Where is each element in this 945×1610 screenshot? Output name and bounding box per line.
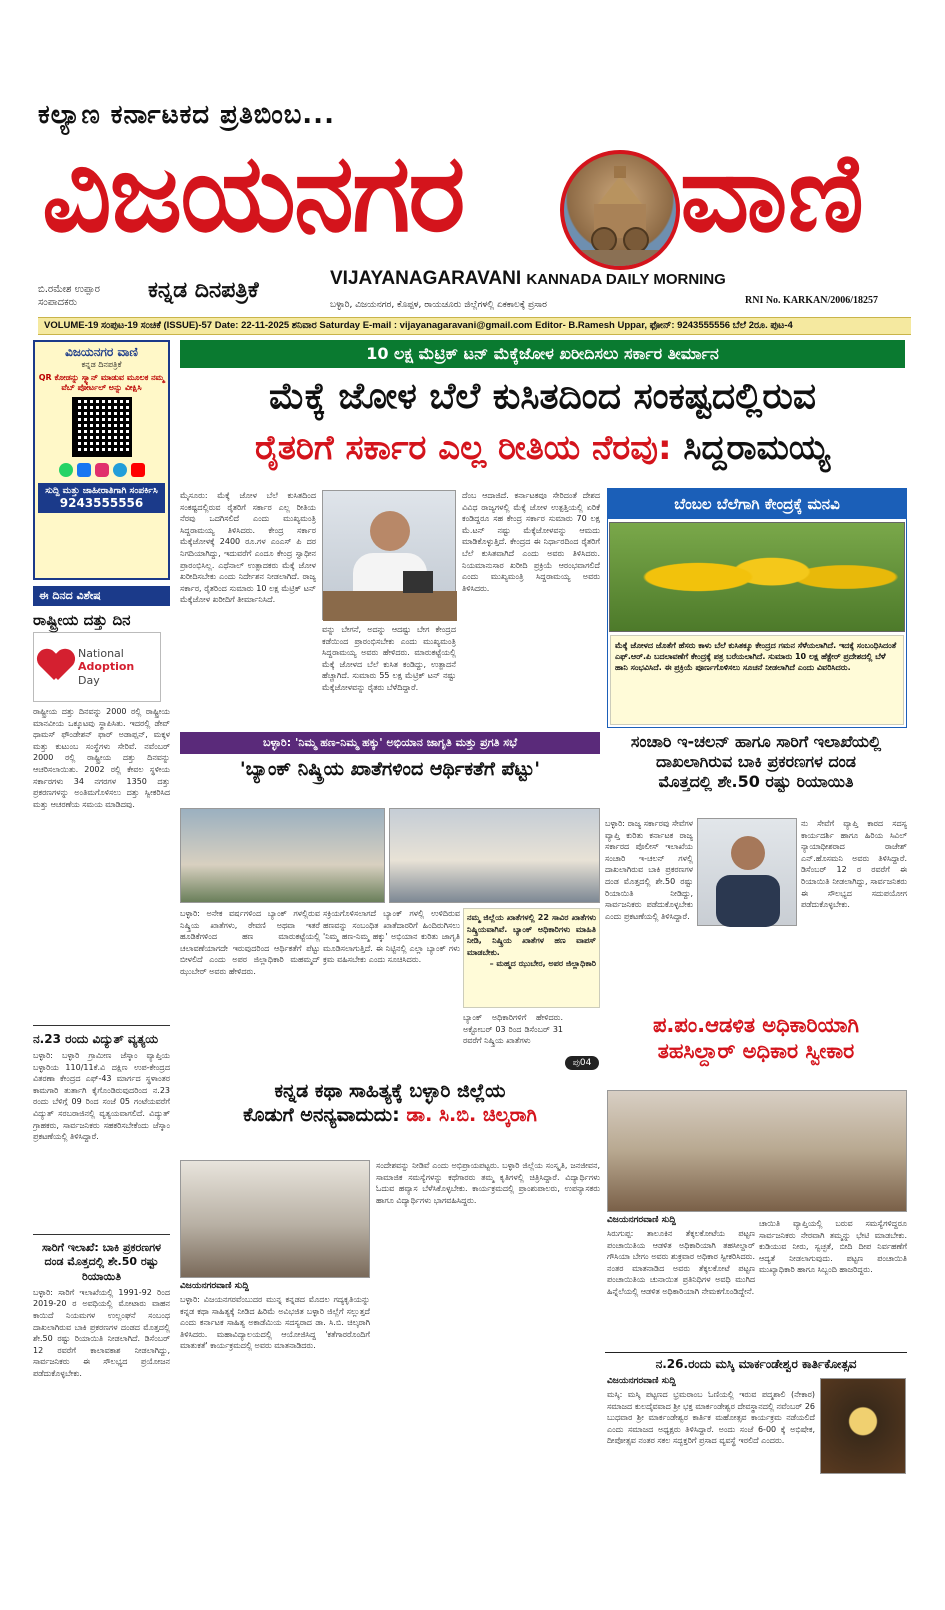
stone-chariot-icon [564, 154, 676, 266]
bank-quote: ನಮ್ಮ ಜಿಲ್ಲೆಯ ಖಾತೆಗಳಲ್ಲಿ 22 ಸಾವಿರ ಖಾತೆಗಳು ನಿಷ್ಕ್ರಿಯವಾಗಿವೆ. ಬ್ಯಾಂಕ್ ಅಧಿಕಾರಿಗಳು ಮಾಹಿತಿ ನೀಡಿ, ನಿಷ್ಕ್ರಿಯ ಖಾತೆಗಳ ಹಣ ವಾಪಸ್ ಮಾಡಬೇಕು. [467, 913, 596, 957]
special-day-article: ರಾಷ್ಟ್ರೀಯ ದತ್ತು ದಿನವನ್ನು 2000 ರಲ್ಲಿ ರಾಷ್ಟ್ರೀಯ ಮಾನವೀಯ ಒಕ್ಕೂಟವು ಸ್ಥಾಪಿಸಿತು. ಇದರಲ್ಲಿ ಡೇವ್ ಥಾಮಸ್ ಫೌಂಡೇಶನ್ ಫಾರ್ ಅಡಾಪ್ಷನ್, ಮಕ್ಕಳ ಮತ್ತು ಕುಟುಂಬ ಸಂಸ್ಥೆಗಳು ಸೇರಿವೆ. ನವೆಂಬರ್ 2000 ರಲ್ಲಿ ರಾಷ್ಟ್ರೀಯ ದತ್ತು ದಿನವನ್ನು ಆಚರಿಸಲಾಯಿತು. 2002 ರಲ್ಲಿ ಕೇವಲ ಸ್ಥಳೀಯ ಸರ್ಕಾರಗಳು 34 ನಗರಗಳ 1350 ದತ್ತು ಪ್ರಕರಣಗಳನ್ನು ಅಂತಿಮಗೊಳಿಸಲು ದತ್ತು ಸ್ವೀಕರಿಸಿದ ಮತ್ತು ಆಚರಣೆಯ ಸಮಯ ಮಾಡಿದವು. [33, 707, 170, 809]
literature-headline-line1: ಕನ್ನಡ ಕಥಾ ಸಾಹಿತ್ಯಕ್ಕೆ ಬಳ್ಳಾರಿ ಜಿಲ್ಲೆಯ [274, 1080, 506, 1102]
power-cut-article: ಬಳ್ಳಾರಿ: ಬಳ್ಳಾರಿ ಗ್ರಾಮೀಣ ಜೆಸ್ಕಾಂ ವ್ಯಾಪ್ತಿಯ ಬಳ್ಳಾರಿಯ 110/11ಕೆ.ವಿ ದಕ್ಷಿಣ ಉಪ-ಕೇಂದ್ರದ ವಿತರಣಾ ಕೇಂದ್ರದ ಎಫ್-43 ಮಾರ್ಗದ ಸ್ಥಳಾಂತರ ಕಾಮಗಾರಿ ತುರ್ತಾಗಿ ಕೈಗೊಂಡಿರುವುದರಿಂದ ನ.23 ರಂದು ಬೆಳಿಗ್ಗೆ 09 ರಿಂದ ಸಂಜೆ 05 ಗಂಟೆಯವರೆಗೆ ವಿದ್ಯುತ್ ಸರಬರಾಜಿನಲ್ಲಿ ವ್ಯತ್ಯಯವಾಗಲಿದೆ. ವಿದ್ಯುತ್ ಗ್ರಾಹಕರು, ಸಾರ್ವಜನಿಕರು ಸಹಕರಿಸಬೇಕೆಂದು ಜೆಸ್ಕಾಂ ಪ್ರಕಟಣೆಯಲ್ಲಿ ತಿಳಿಸಿದ್ದಾರೆ. [33, 1051, 170, 1142]
bank-meeting-photo-1 [180, 808, 385, 903]
challan-headline-line2: ದಾಖಲಾಗಿರುವ ಬಾಕಿ ಪ್ರಕರಣಗಳ ದಂಡ [656, 752, 856, 771]
traffic-fine-heading: ಸಾರಿಗೆ ಇಲಾಖೆ: ಬಾಕಿ ಪ್ರಕರಣಗಳ ದಂಡ ಮೊತ್ತದಲ್ಲಿ ಶೇ.50 ರಷ್ಟು ರಿಯಾಯಿತಿ [42, 1241, 161, 1283]
ad-title: ವಿಜಯನಗರ ವಾಣಿ [65, 345, 138, 359]
lead-column-3: ದೆಂಬ ಆದಾಜಿದೆ. ಕರ್ನಾಟಕವೂ ಸೇರಿದಂತೆ ದೇಶದ ವಿವಿಧ ರಾಜ್ಯಗಳಲ್ಲಿ ಮೆಕ್ಕೆ ಜೋಳ ಉತ್ಪತ್ತಿಯಲ್ಲಿ ಏರಿಕೆ ಕಂಡಿದ್ದರೂ ಸಹ ಕೇಂದ್ರ ಸರ್ಕಾರ ಸುಮಾರು 70 ಲಕ್ಷ ಮೆ.ಟನ್ ನಷ್ಟು ಮೆಕ್ಕೆಜೋಳವನ್ನು ಆಮದು ಮಾಡಿಕೊಳ್ಳುತ್ತಿದೆ. ಕೇಂದ್ರದ ಈ ನಿರ್ಧಾರದಿಂದ ರೈತರಿಗೆ ಬೆಲೆ ಕುಸಿತವಾಗಿದೆ ಎಂದು ಅವರು ತಿಳಿಸಿದರು. ನಿಯಮಾನುಸಾರ ಖರೀದಿ ಪ್ರಕ್ರಿಯೆ ಆರಂಭವಾಗಲಿದೆ ಎಂದು ಮುಖ್ಯಮಂತ್ರಿ ಸಿದ್ದರಾಮಯ್ಯ ಅವರು ತಿಳಿಸಿದರು. [462, 491, 600, 593]
whatsapp-icon[interactable] [59, 463, 73, 477]
adoption-line-3: Day [78, 673, 100, 687]
literature-column-2: ಸಂದೇಶವನ್ನು ನೀಡಿವೆ ಎಂದು ಅಭಿಪ್ರಾಯಪಟ್ಟರು. ಬಳ್ಳಾರಿ ಜಿಲ್ಲೆಯ ಸಂಸ್ಕೃತಿ, ಜನಜೀವನ, ಸಾಮಾಜಿಕ ಸಮಸ್ಯೆಗಳನ್ನು ಕಥೆಗಾರರು ತಮ್ಮ ಕೃತಿಗಳಲ್ಲಿ ಚಿತ್ರಿಸಿದ್ದಾರೆ. ವಿದ್ಯಾರ್ಥಿಗಳು ಓದುವ ಹವ್ಯಾಸ ಬೆಳೆಸಿಕೊಳ್ಳಬೇಕು. ಕಾರ್ಯಕ್ರಮದಲ್ಲಿ ಪ್ರಾಂಶುಪಾಲರು, ಉಪನ್ಯಾಸಕರು ಹಾಗೂ ವಿದ್ಯಾರ್ಥಿಗಳು ಭಾಗವಹಿಸಿದ್ದರು. [376, 1161, 600, 1205]
lead-headline-line1: ಮೆಕ್ಕೆ ಜೋಳ ಬೆಲೆ ಕುಸಿತದಿಂದ ಸಂಕಷ್ಟದಲ್ಲಿರುವ [269, 376, 816, 417]
heart-icon [38, 650, 74, 684]
english-title [330, 268, 726, 290]
tahsildar-column-2: ಚಾಯಿತಿ ವ್ಯಾಪ್ತಿಯಲ್ಲಿ ಬರುವ ಸಮಸ್ಯೆಗಳಿದ್ದರೂ ಸಾರ್ವಜನಿಕರು ನೇರವಾಗಿ ತಮ್ಮನ್ನು ಭೇಟಿ ಮಾಡಬೇಕು. ಕುಡಿಯುವ ನೀರು, ಸ್ವಚ್ಛತೆ, ಬೀದಿ ದೀಪ ನಿರ್ವಹಣೆಗೆ ಆದ್ಯತೆ ನೀಡಲಾಗುವುದು. ಪಟ್ಟಣ ಪಂಚಾಯಿತಿ ಮುಖ್ಯಾಧಿಕಾರಿ ಹಾಗೂ ಸಿಬ್ಬಂದಿ ಹಾಜರಿದ್ದರು. [759, 1219, 907, 1275]
editor-name: ಬಿ.ರಮೇಶ ಉಪ್ಪಾರ [38, 284, 100, 295]
adoption-day-graphic [33, 632, 161, 702]
daily-label: ಕನ್ನಡ ದಿನಪತ್ರಿಕೆ [148, 278, 259, 303]
literature-headline [180, 1080, 600, 1128]
challan-headline-line3: ಮೊತ್ತದಲ್ಲಿ ಶೇ.50 ರಷ್ಟು ರಿಯಾಯಿತಿ [658, 772, 854, 791]
person-icon [698, 819, 798, 927]
english-title-main: VIJAYANAGARAVANI [330, 268, 522, 289]
corn-banner: ಬೆಂಬಲ ಬೆಲೆಗಾಗಿ ಕೇಂದ್ರಕ್ಕೆ ಮನವಿ [608, 489, 906, 519]
ad-qr-text: QR ಕೋಡನ್ನು ಸ್ಕ್ಯಾನ್ ಮಾಡುವ ಮೂಲಕ ನಮ್ಮ ವೆಬ್ ಪೋರ್ಟಲ್ ಅನ್ನು ವೀಕ್ಷಿಸಿ [38, 373, 165, 392]
masthead-title-left: ವಿಜಯನಗರ [42, 131, 464, 256]
judge-photo [697, 818, 797, 926]
ad-contact [38, 483, 165, 513]
tahsildar-column-1: ಸಿರುಗುಪ್ಪ: ತಾಲೂಕಿನ ತೆಕ್ಕಲಕೋಟೆಯ ಪಟ್ಟಣ ಪಂಚಾಯಿತಿಯ ಆಡಳಿತ ಅಧಿಕಾರಿಯಾಗಿ ತಹಸೀಲ್ದಾರ್ ಗೌಸಿಯಾ ಬೇಗಂ ಅವರು ಶುಕ್ರವಾರ ಅಧಿಕಾರ ಸ್ವೀಕರಿಸಿದರು. ನಂತರ ಮಾತನಾಡಿದ ಅವರು ತೆಕ್ಕಲಕೋಟೆ ಪಟ್ಟಣ ಪಂಚಾಯಿತಿಯ ಚುನಾಯಿತ ಪ್ರತಿನಿಧಿಗಳ ಅವಧಿ ಮುಗಿದ ಹಿನ್ನೆಲೆಯಲ್ಲಿ ಆಡಳಿತ ಅಧಿಕಾರಿಯಾಗಿ ನೇಮಕಗೊಂಡಿದ್ದೇನೆ. [607, 1229, 755, 1296]
adoption-day-text [78, 647, 134, 687]
lead-headline-part-b: ಸಿದ್ದರಾಮಯ್ಯ [683, 428, 830, 468]
lead-column-1: ಮೈಸೂರು: ಮೆಕ್ಕೆ ಜೋಳ ಬೆಲೆ ಕುಸಿತದಿಂದ ಸಂಕಷ್ಟದಲ್ಲಿರುವ ರೈತರಿಗೆ ಸರ್ಕಾರ ಎಲ್ಲ ರೀತಿಯ ನೆರವು ಒದಗಿಸಲಿದೆ ಎಂದು ಮುಖ್ಯಮಂತ್ರಿ ಸಿದ್ದರಾಮಯ್ಯ ತಿಳಿಸಿದರು. ಕೇಂದ್ರ ಸರ್ಕಾರ ಮೆಕ್ಕೆಜೋಳಕ್ಕೆ 2400 ರೂ.ಗಳ ಎಂಎಸ್ ಪಿ ದರ ನಿಗದಿಯಾಗಿದ್ದು, ಇದುವರೆಗೆ ಎಂದೂ ಕೇಂದ್ರ ಸ್ವಾಧೀನ ಪ್ರಾರಂಭಿಸಿಲ್ಲ. ಎಥೆನಾಲ್ ಉತ್ಪಾದಕರು ಮೆಕ್ಕೆ ಜೋಳ ಖರೀದಿಸಬೇಕು ಎಂದು ನಿರ್ದೇಶನ ನೀಡಲಾಗಿದೆ. ರಾಜ್ಯ ಸರ್ಕಾರ, ರೈತರಿಂದ ಸುಮಾರು 10 ಲಕ್ಷ ಮೆಟ್ರಿಕ್ ಟನ್ ಮೆಕ್ಕೆಜೋಳ ಖರೀದಿಗೆ ತೀರ್ಮಾನಿಸಿದೆ. [180, 491, 316, 605]
english-title-sub: KANNADA DAILY MORNING [526, 271, 726, 288]
special-day-heading: ಈ ದಿನದ ವಿಶೇಷ [33, 586, 170, 606]
literature-headline-part-b: ಡಾ. ಸಿ.ಬಿ. ಚಿಲ್ಕರಾಗಿ [406, 1103, 537, 1126]
ad-phone[interactable]: 9243555556 [59, 496, 144, 510]
bank-kicker-banner: ಬಳ್ಳಾರಿ: 'ನಿಮ್ಮ ಹಣ-ನಿಮ್ಮ ಹಕ್ಕು' ಅಭಿಯಾನ ಜಾಗೃತಿ ಮತ್ತು ಪ್ರಗತಿ ಸಭೆ [180, 732, 600, 754]
distribution-line: ಬಳ್ಳಾರಿ, ವಿಜಯನಗರ, ಕೊಪ್ಪಳ, ರಾಯಚೂರು ಜಿಲ್ಲೆಗಳಲ್ಲಿ ಏಕಕಾಲಕ್ಕೆ ಪ್ರಸಾರ [330, 300, 547, 310]
temple-article: ಮಸ್ಕಿ: ಮಸ್ಕಿ ಪಟ್ಟಣದ ಭ್ರಮರಾಂಬ ಓಣಿಯಲ್ಲಿ ಇರುವ ಪದ್ಮಶಾಲಿ (ನೇಕಾರ) ಸಮಾಜದ ಕುಲದೈವವಾದ ಶ್ರೀ ಭಕ್ತ ಮಾರ್ಕಂಡೇಶ್ವರ ದೇವಸ್ಥಾನದಲ್ಲಿ ನವೆಂಬರ್ 26 ಬುಧವಾರ ಶ್ರೀ ಮಾರ್ಕಂಡೇಶ್ವರ ಕಾರ್ತಿಕ ಮಹೋತ್ಸವ ಕಾರ್ಯಕ್ರಮ ನಡೆಯಲಿದೆ ಎಂದು ಸಮಾಜದ ಅಧ್ಯಕ್ಷರು ತಿಳಿಸಿದ್ದಾರೆ. ಅಂದು ಸಂಜೆ 6-00 ಕ್ಕೆ ಅಭಿಷೇಕ, ದೀಪೋತ್ಸವ ನಂತರ ಸಕಲ ಸದ್ಭಕ್ತರಿಗೆ ಪ್ರಸಾದ ವ್ಯವಸ್ಥೆ ಇರಲಿದೆ ಎಂದರು. [607, 1390, 815, 1446]
editor-block [38, 283, 100, 309]
ad-contact-label: ಸುದ್ದಿ ಮತ್ತು ಜಾಹೀರಾತಿಗಾಗಿ ಸಂಪರ್ಕಿಸಿ [45, 486, 158, 496]
challan-column-2: ನು ಸೇವೆಗೆ ವ್ಯಾಪ್ತಿ ಕಾರದ ಸದಸ್ಯ ಕಾರ್ಯದರ್ಶಿ ಹಾಗೂ ಹಿರಿಯ ಸಿವಿಲ್ ನ್ಯಾಯಾಧೀಶರಾದ ರಾಜೇಶ್ ಎನ್.ಹೊಸಮನಿ ಅವರು ತಿಳಿಸಿದ್ದಾರೆ. ಡಿಸೆಂಬರ್ 12 ರ ರವರೆಗೆ ಈ ರಿಯಾಯಿತಿ ನೀಡಲಾಗಿದ್ದು, ಸಾರ್ವಜನಿಕರು ಈ ಸೌಲಭ್ಯದ ಸದುಪಯೋಗ ಪಡೆದುಕೊಳ್ಳಬೇಕು. [801, 819, 907, 910]
bank-column-1: ಬಳ್ಳಾರಿ: ಅನೇಕ ವರ್ಷಗಳಿಂದ ಬ್ಯಾಂಕ್ ಗಳಲ್ಲಿರುವ ನಿಷ್ಕ್ರಿಯ ಖಾತೆಗಳು, ಠೇವಣಿ ಅಥವಾ ಇತರೆ ಹೂಡಿಕೆಗಳಿಂದ ಹಣ ಮಾರುಕಟ್ಟೆಯಲ್ಲಿ ಚಲಾವಣೆಯಾಗದೇ ಇರುವುದರಿಂದ ಆರ್ಥಿಕತೆಗೆ ಪೆಟ್ಟು ಬೀಳಲಿದೆ ಎಂದು ಅಪರ ಜಿಲ್ಲಾಧಿಕಾರಿ ಮಹಮ್ಮದ್ ಝುಬೇರ್ ಅವರು ಹೇಳಿದರು. [180, 909, 320, 976]
social-icons [38, 463, 165, 477]
tahsildar-byline: ವಿಜಯನಗರವಾಣಿ ಸುದ್ದಿ [607, 1215, 676, 1225]
traffic-fine-article: ಬಳ್ಳಾರಿ: ಸಾರಿಗೆ ಇಲಾಖೆಯಲ್ಲಿ 1991-92 ರಿಂದ 2019-20 ರ ಅವಧಿಯಲ್ಲಿ ಮೋಟಾರು ವಾಹನ ಕಾಯಿದೆ ನಿಯಮಗಳ ಉಲ್ಲಂಘನೆ ಸಂಬಂಧ ದಾಖಲಾಗಿರುವ ಬಾಕಿ ಪ್ರಕರಣಗಳ ದಂಡದ ಮೊತ್ತದಲ್ಲಿ ಶೇ.50 ರಷ್ಟು ರಿಯಾಯಿತಿ ನೀಡಲಾಗಿದೆ. ಡಿಸೆಂಬರ್ 12 ರವರೆಗೆ ಕಾಲಾವಕಾಶ ನೀಡಲಾಗಿದ್ದು, ಸಾರ್ವಜನಿಕರು ಈ ಸೌಲಭ್ಯದ ಪ್ರಯೋಜನ ಪಡೆದುಕೊಳ್ಳಬೇಕು. [33, 1287, 170, 1379]
youtube-icon[interactable] [131, 463, 145, 477]
lead-headline-part-a: ರೈತರಿಗೆ ಸರ್ಕಾರ ಎಲ್ಲ ರೀತಿಯ ನೆರವು: [255, 428, 672, 468]
literature-column-1: ಬಳ್ಳಾರಿ: ವಿಜಯನಗರವೆಂಬುದರ ಮುನ್ನ ಕನ್ನಡದ ಮೊದಲ ಗದ್ಯಕೃತಿಯನ್ನು ಕನ್ನಡ ಕಥಾ ಸಾಹಿತ್ಯಕ್ಕೆ ನೀಡಿದ ಹಿರಿಮೆ ಅವಿಭಜಿತ ಬಳ್ಳಾರಿ ಜಿಲ್ಲೆಗೆ ಸಲ್ಲುತ್ತದೆ ಎಂದು ಕರ್ನಾಟಕ ಸಾಹಿತ್ಯ ಅಕಾಡೆಮಿಯ ಸದಸ್ಯರಾದ ಡಾ. ಸಿ.ಬಿ. ಚಿಲ್ಕರಾಗಿ ತಿಳಿಸಿದರು. ಮಹಾವಿದ್ಯಾಲಯದಲ್ಲಿ ಆಯೋಜಿಸಿದ್ದ 'ಕತೆಗಾರರೊಂದಿಗೆ ಮಾತುಕತೆ' ಕಾರ್ಯಕ್ರಮದಲ್ಲಿ ಅವರು ಮಾತನಾಡಿದರು. [180, 1295, 370, 1351]
temple-deity-photo [820, 1378, 906, 1474]
corn-photo [609, 522, 905, 632]
instagram-icon[interactable] [95, 463, 109, 477]
power-cut-heading: ನ.23 ರಂದು ವಿದ್ಯುತ್ ವ್ಯತ್ಯಯ [33, 1032, 159, 1046]
tahsildar-headline-line2: ತಹಸಿಲ್ದಾರ್ ಅಧಿಕಾರ ಸ್ವೀಕಾರ [657, 1039, 855, 1064]
special-day-title: ರಾಷ್ಟ್ರೀಯ ದತ್ತು ದಿನ [33, 611, 131, 629]
adoption-line-2: Adoption [78, 660, 135, 674]
hampi-chariot-emblem [560, 150, 680, 270]
facebook-icon[interactable] [77, 463, 91, 477]
literature-headline-part-a: ಕೊಡುಗೆ ಅನನ್ಯವಾದುದು: [243, 1103, 400, 1126]
bank-meeting-photo-2 [389, 808, 600, 903]
adoption-line-1: National [78, 647, 124, 661]
bank-column-2: ಸಕ್ರಿಯಗೊಳಿಸಲಾಗದೆ ಬ್ಯಾಂಕ್ ಗಳಲ್ಲಿ ಉಳಿದಿರುವ ಹಣವನ್ನು ಸಂಬಂಧಿತ ಖಾತೆದಾರರಿಗೆ ಹಿಂದಿರುಗಿಸಲು 'ನಿಮ್ಮ ಹಣ-ನಿಮ್ಮ ಹಕ್ಕು' ಅಭಿಯಾನ ಕುರಿತು ಜಾಗೃತಿ ಮೂಡಿಸಲಾಗುತ್ತಿದೆ. ಈ ನಿಟ್ಟಿನಲ್ಲಿ ಎಲ್ಲಾ ಬ್ಯಾಂಕ್ ಗಳು ಕ್ರಮ ವಹಿಸಬೇಕು ಎಂದು ಸೂಚಿಸಿದರು. [323, 909, 460, 965]
telegram-icon[interactable] [113, 463, 127, 477]
challan-column-1: ಬಳ್ಳಾರಿ: ರಾಜ್ಯ ಸರ್ಕಾರವು ಸೇವೆಗಳ ವ್ಯಾಪ್ತಿ ಕುರಿತು ಕರ್ನಾಟಕ ರಾಜ್ಯ ಸರ್ಕಾರದ ಪೊಲೀಸ್ ಇಲಾಖೆಯ ಸಂಚಾರಿ ಇ-ಚಲನ್ ಗಳಲ್ಲಿ ದಾಖಲಾಗಿರುವ ಬಾಕಿ ಪ್ರಕರಣಗಳ ದಂಡ ಮೊತ್ತದಲ್ಲಿ ಶೇ.50 ರಷ್ಟು ರಿಯಾಯಿತಿ ನೀಡಿದ್ದು, ಸಾರ್ವಜನಿಕರು ಪಡೆದುಕೊಳ್ಳಬೇಕು ಎಂದು ಪ್ರಕಟಣೆಯಲ್ಲಿ ತಿಳಿಸಿದ್ದಾರೆ. [605, 819, 693, 921]
literature-byline: ವಿಜಯನಗರವಾಣಿ ಸುದ್ದಿ [180, 1281, 249, 1291]
editor-role: ಸಂಪಾದಕರು [38, 297, 78, 308]
lead-column-2: ವನ್ನು ಬೇಗನೆ, ಅದನ್ನು ಆದಷ್ಟು ಬೇಗ ಕೇಂದ್ರದ ಕಡೆಯಿಂದ ಪ್ರಾರಂಭಿಸಬೇಕು ಎಂದು ಮುಖ್ಯಮಂತ್ರಿ ಸಿದ್ದರಾಮಯ್ಯ ಅವರು ಹೇಳಿದರು. ಮಾರುಕಟ್ಟೆಯಲ್ಲಿ ಮೆಕ್ಕೆ ಜೋಳದ ಬೆಲೆ ಕುಸಿತ ಕಂಡಿದ್ದು, ಉತ್ಪಾದನೆ ಹೆಚ್ಚಾಗಿದೆ. ಸುಮಾರು 55 ಲಕ್ಷ ಮೆಟ್ರಿಕ್ ಟನ್ ನಷ್ಟು ಮೆಕ್ಕೆಜೋಳವನ್ನು ರೈತರು ಬೆಳೆದಿದ್ದಾರೆ. [322, 625, 456, 692]
masthead-tagline: ಕಲ್ಯಾಣ ಕರ್ನಾಟಕದ ಪ್ರತಿಬಿಂಬ... [38, 100, 335, 130]
challan-headline-line1: ಸಂಚಾರಿ ಇ-ಚಲನ್ ಹಾಗೂ ಸಾರಿಗೆ ಇಲಾಖೆಯಲ್ಲಿ [630, 732, 882, 751]
ad-subtitle: ಕನ್ನಡ ದಿನಪತ್ರಿಕೆ [81, 360, 122, 369]
bank-continued-marker[interactable]: ಪು04 [565, 1056, 599, 1070]
challan-headline [605, 732, 907, 792]
corn-story-box [607, 488, 907, 728]
lead-kicker-banner: 10 ಲಕ್ಷ ಮೆಟ್ರಿಕ್ ಟನ್ ಮೆಕ್ಕೆಜೋಳ ಖರೀದಿಸಲು ಸರ್ಕಾರ ತೀರ್ಮಾನ [180, 340, 905, 368]
temple-headline: ನ.26.ರಂದು ಮಸ್ಕಿ ಮಾರ್ಕಂಡೇಶ್ವರ ಕಾರ್ತಿಕೋತ್ಸವ [655, 1357, 857, 1371]
qr-code-icon[interactable] [72, 397, 132, 457]
chief-minister-photo [322, 490, 456, 620]
temple-byline: ವಿಜಯನಗರವಾಣಿ ಸುದ್ದಿ [607, 1376, 676, 1386]
left-sidebar [33, 340, 170, 1570]
literature-event-photo [180, 1160, 370, 1278]
masthead-title-right: ವಾಣಿ [680, 131, 864, 256]
bank-column-3: ಬ್ಯಾಂಕ್ ಅಧಿಕಾರಿಗಳಿಗೆ ಹೇಳಿದರು. ಅಕ್ಟೋಬರ್ 03 ರಿಂದ ಡಿಸೆಂಬರ್ 31 ರವರೆಗೆ ನಿಷ್ಕ್ರಿಯ ಖಾತೆಗಳು [463, 1013, 563, 1046]
bank-quote-by: – ಮಹ್ಮದ ಝುಬೇರ, ಅಪರ ಜಿಲ್ಲಾಧಿಕಾರಿ [489, 959, 596, 969]
tahsildar-headline-line1: ಪ.ಪಂ.ಆಡಳಿತ ಅಧಿಕಾರಿಯಾಗಿ [652, 1013, 860, 1037]
qr-advertisement [33, 340, 170, 580]
corn-caption: ಮೆಕ್ಕೆ ಜೋಳದ ಜೊತೆಗೆ ಹೆಸರು ಕಾಳು ಬೆಲೆ ಕುಸಿತಕ್ಕೂ ಕೇಂದ್ರದ ಗಮನ ಸೆಳೆಯಲಾಗಿದೆ. ಇದಕ್ಕೆ ಸಂಬಂಧಿಸಿದಂತೆ ಎಫ್.ಆರ್.ಪಿ ಬದಲಾವಣೆಗೆ ಕೇಂದ್ರಕ್ಕೆ ಪತ್ರ ಬರೆಯಲಾಗಿದೆ. ಸುಮಾರು 10 ಲಕ್ಷ ಹೆಕ್ಟೇರ್ ಪ್ರದೇಶದಲ್ಲಿ ಬೆಳೆ ಹಾನಿ ಸಂಭವಿಸಿದೆ. ಈ ಪ್ರಕ್ರಿಯೆ ಪೂರ್ಣಗೊಳಿಸಲು ಸೂಚನೆ ನೀಡಲಾಗಿದೆ ಎಂದು ವಿವರಿಸಿದರು. [610, 635, 904, 725]
tahsildar-headline [605, 1012, 907, 1065]
tahsildar-photo [607, 1090, 907, 1212]
bank-quote-box [463, 908, 600, 1008]
lead-headline-line2 [180, 428, 905, 468]
bank-headline: 'ಬ್ಯಾಂಕ್ ನಿಷ್ಕ್ರಿಯ ಖಾತೆಗಳಿಂದ ಆರ್ಥಿಕತೆಗೆ ಪೆಟ್ಟು' [239, 758, 541, 780]
person-icon [323, 491, 457, 621]
rni-number: RNI No. KARKAN/2006/18257 [745, 295, 879, 306]
issue-info-bar: VOLUME-19 ಸಂಪುಟ-19 ಸಂಚಿಕೆ (ISSUE)-57 Date: 22-11-2025 ಶನಿವಾರ Saturday E-mail : vijayanagaravani@gmail.com Editor- B.Ramesh Uppar, ಫೋನ್: 9243555556 ಬೆಲೆ 2ರೂ. ಪುಟ-4 [38, 317, 911, 335]
